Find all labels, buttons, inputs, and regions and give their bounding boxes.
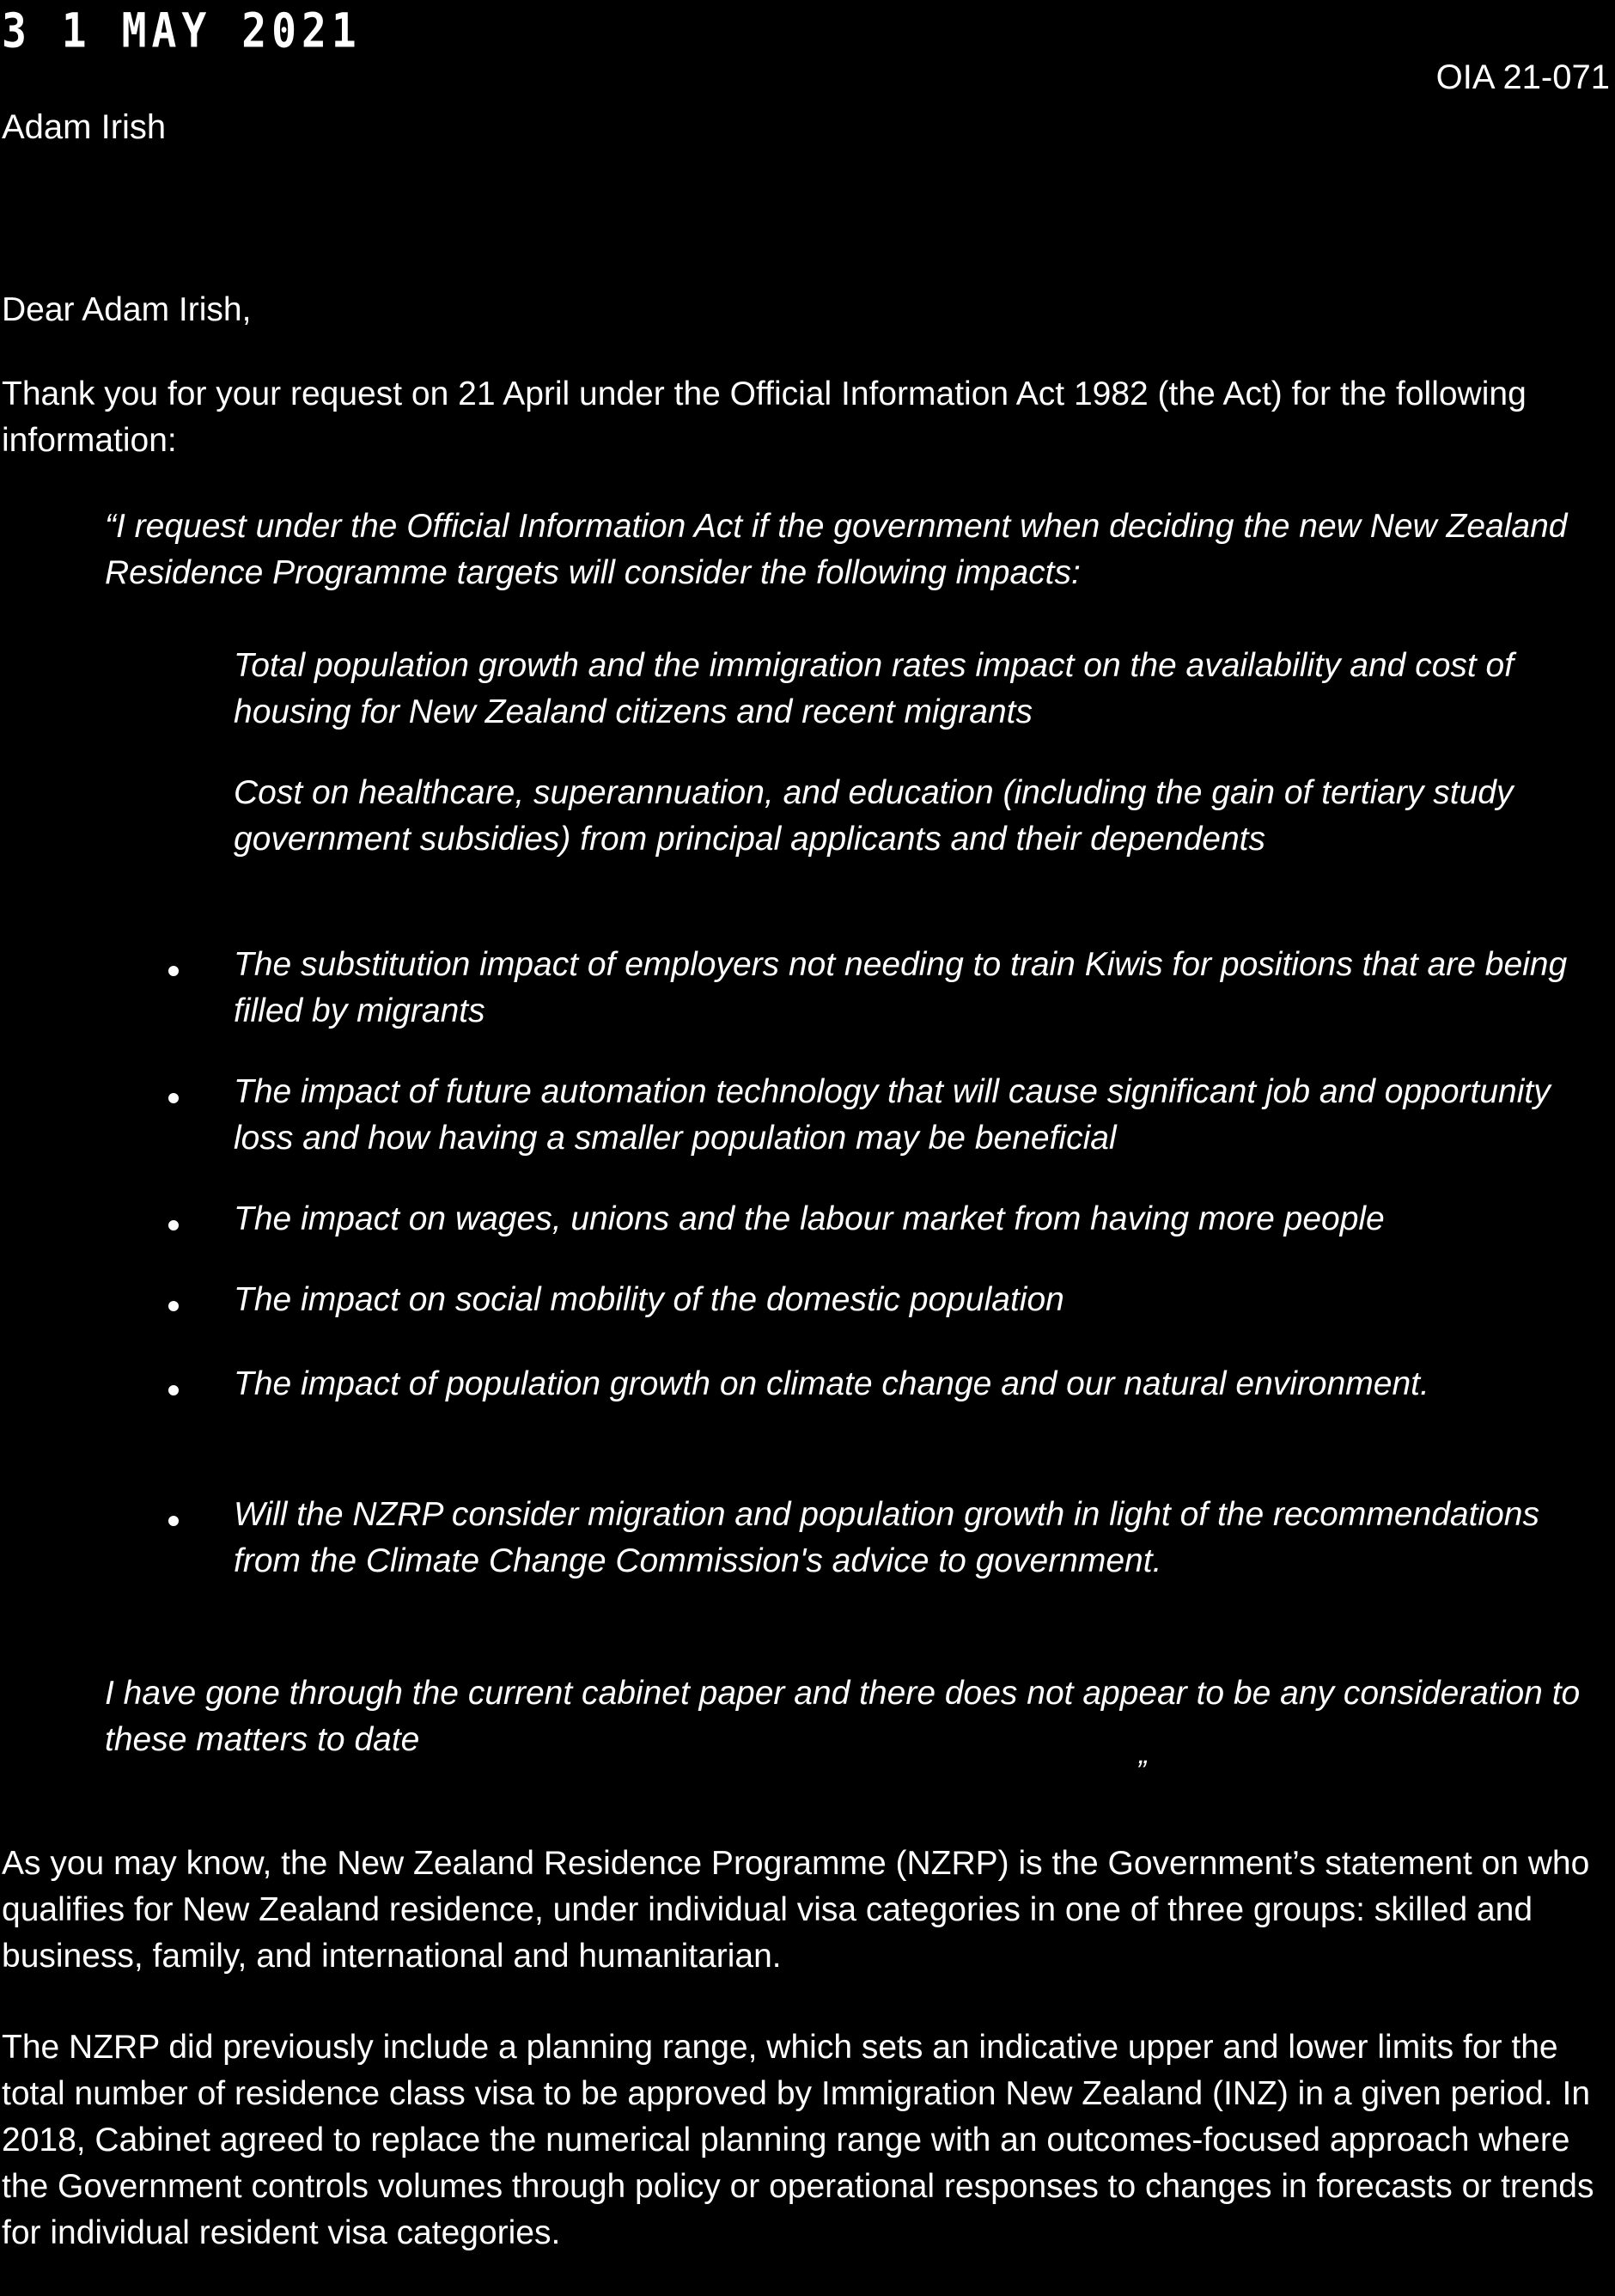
quote-item: Cost on healthcare, superannuation, and education (including the gain of tertiary study government subsidies) from principal applicants and their dependents [234, 774, 1514, 858]
bullet-icon [168, 1093, 179, 1103]
nzrp-explanation-paragraph: As you may know, the New Zealand Residence Programme (NZRP) is the Government’s statement on who qualifies for New Zealand residence, under individual visa categories in one of three groups: skilled and business, family, and international and humanitarian. [2, 1845, 1590, 1975]
planning-range-paragraph: The NZRP did previously include a planning range, which sets an indicative upper and lower limits for the total number of residence class visa to be approved by Immigration New Zealand (INZ) in a given period. In 2018, Cabinet agreed to replace the numerical planning range with an outcomes-focused approach where the Government controls volumes through policy or operational responses to changes in forecasts or trends for individual resident visa categories. [2, 2029, 1594, 2251]
quote-item: The impact of population growth on climate change and our natural environment. [234, 1365, 1429, 1402]
quote-item: The substitution impact of employers not needing to train Kiwis for positions that are being filled by migrants [234, 946, 1568, 1029]
quote-item: The impact on wages, unions and the labour market from having more people [234, 1200, 1385, 1237]
bullet-icon [168, 1220, 179, 1230]
salutation: Dear Adam Irish, [2, 291, 252, 328]
intro-paragraph: Thank you for your request on 21 April under the Official Information Act 1982 (the Act) for the following information: [2, 376, 1527, 459]
reference-number: OIA 21-071 [1435, 58, 1610, 96]
quote-opening: “I request under the Official Information Act if the government when deciding the new New Zealand Residence Programme targets will consider the following impacts: [105, 508, 1568, 591]
date-received-stamp: 3 1 MAY 2021 [2, 3, 362, 59]
bullet-icon [168, 1301, 179, 1311]
quote-item: Will the NZRP consider migration and population growth in light of the recommendations from the Climate Change Commission's advice to government. [234, 1496, 1539, 1579]
quote-item: Total population growth and the immigration rates impact on the availability and cost of housing for New Zealand citizens and recent migrants [234, 647, 1514, 730]
recipient-name: Adam Irish [2, 108, 167, 146]
quote-closing: I have gone through the current cabinet paper and there does not appear to be any consideration to these matters to date [105, 1675, 1581, 1758]
bullet-icon [168, 1385, 179, 1395]
closing-quote-mark: „ [1139, 1737, 1149, 1770]
quote-item: The impact of future automation technology that will cause significant job and opportunity loss and how having a smaller population may be beneficial [234, 1073, 1551, 1157]
bullet-icon [168, 1516, 179, 1526]
bullet-icon [168, 966, 179, 976]
quote-item: The impact on social mobility of the domestic population [234, 1281, 1064, 1318]
